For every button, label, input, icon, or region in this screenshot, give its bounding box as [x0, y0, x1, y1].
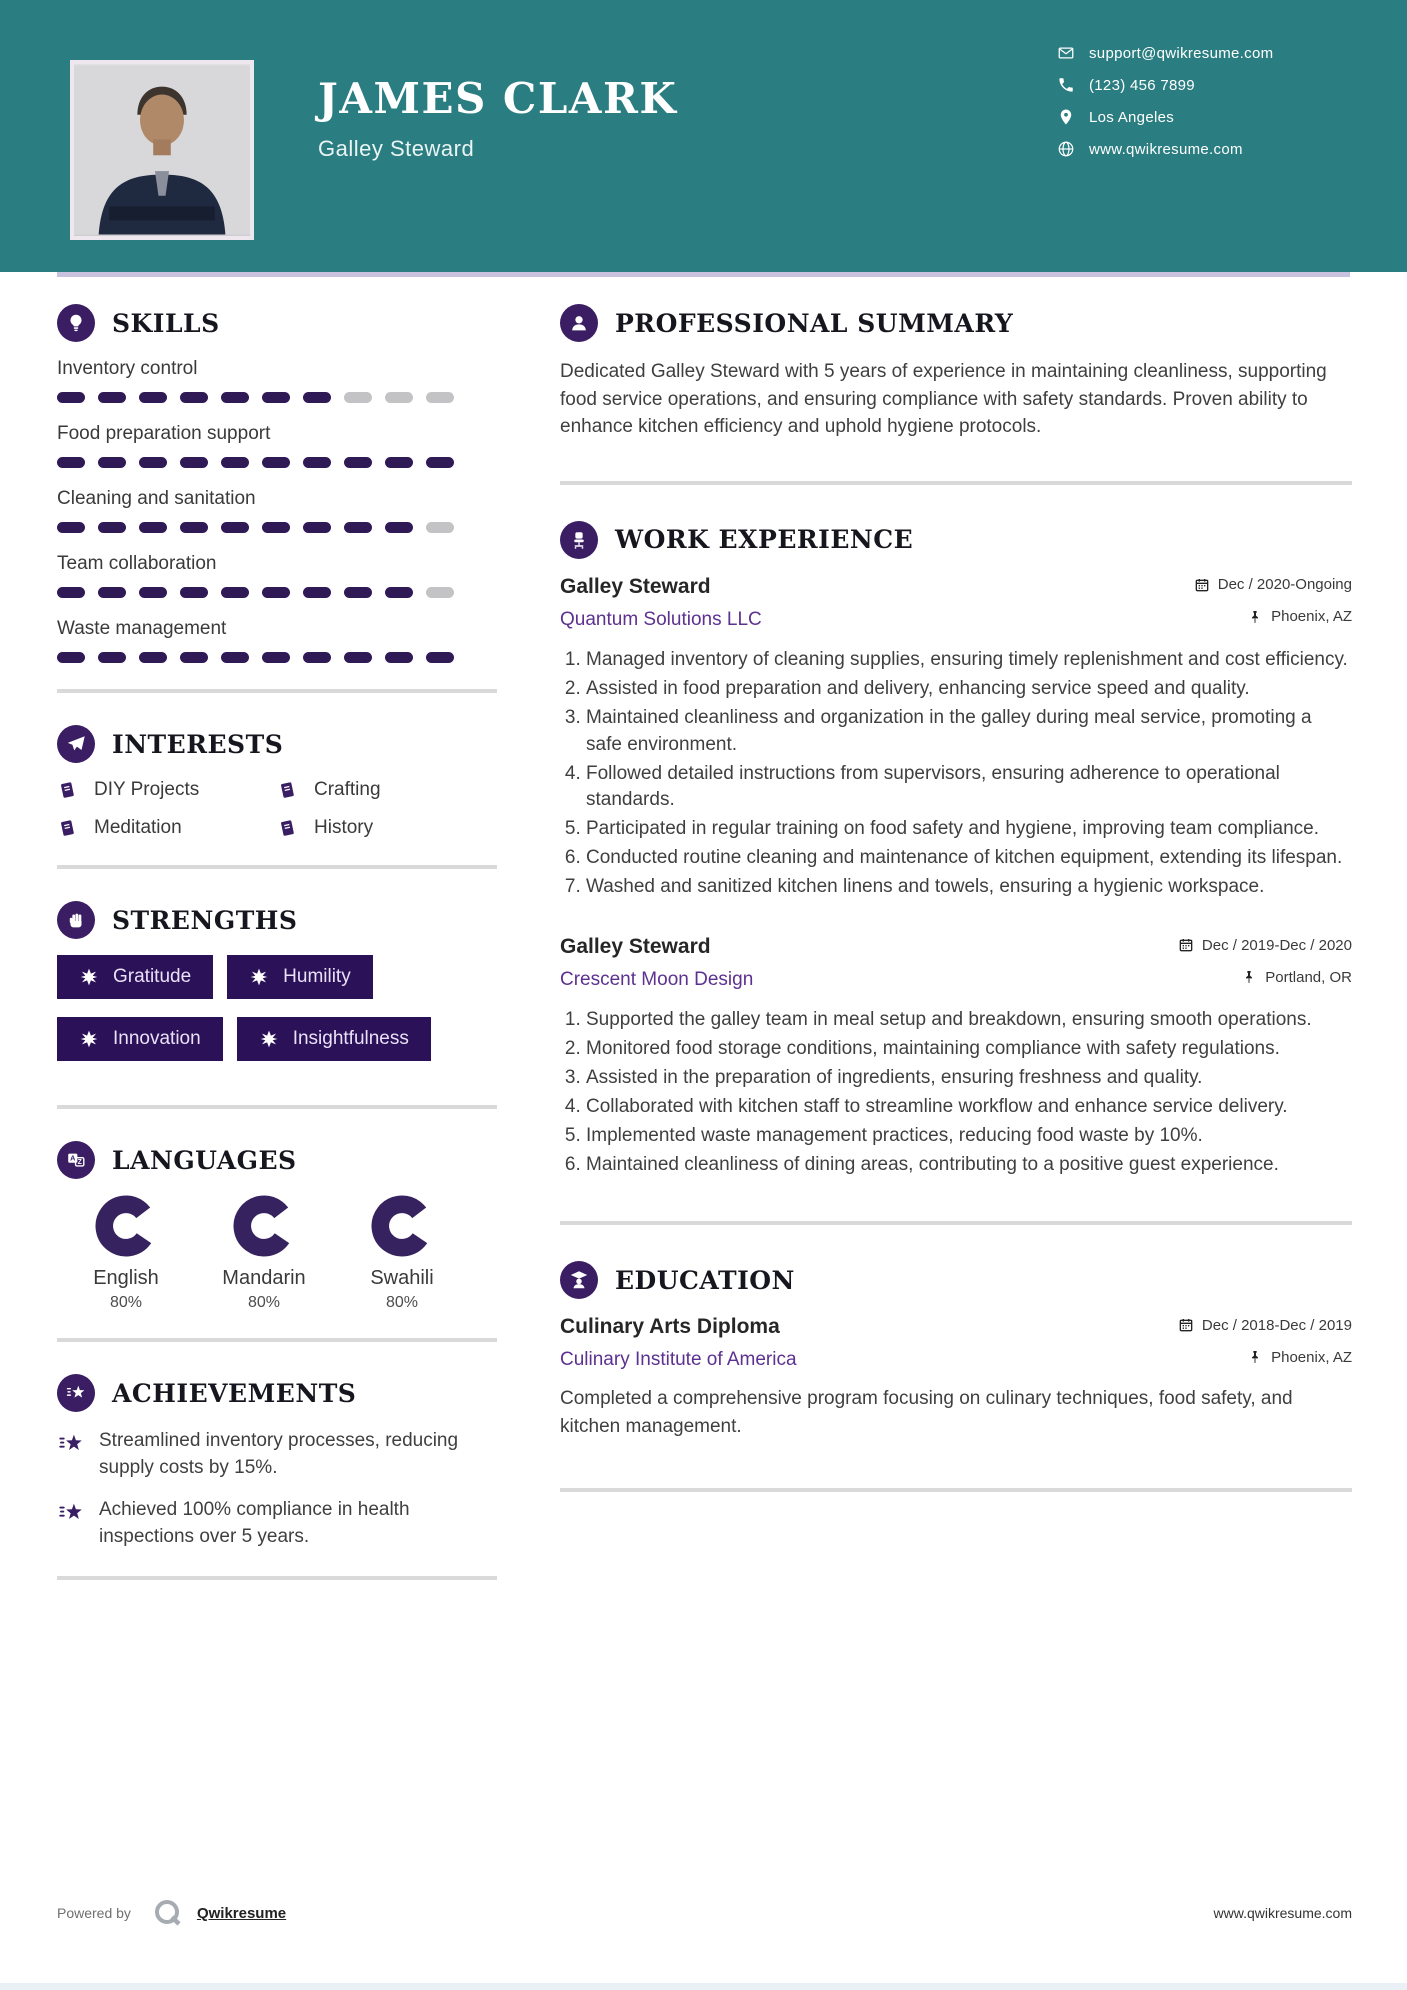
- job-location: [1247, 608, 1352, 625]
- education-description: Completed a comprehensive program focusing on culinary techniques, food safety, and kitchen management.: [560, 1388, 1293, 1437]
- skill-dash: [98, 587, 126, 598]
- skill-dash: [180, 392, 208, 403]
- pushpin-icon: [1247, 609, 1263, 625]
- skills-section-header: [57, 304, 497, 342]
- skill-dash: [221, 457, 249, 468]
- job-bullet: 6. Conducted routine cleaning and maintenance of kitchen equipment, extending its lifespan.: [586, 845, 1352, 872]
- language-name: Swahili: [370, 1267, 434, 1289]
- interest-label: History: [314, 817, 374, 838]
- skill-dash: [57, 652, 85, 663]
- skill-dash: [262, 457, 290, 468]
- profile-photo: [70, 60, 254, 240]
- job-title: Galley Steward: [560, 935, 711, 959]
- fist-icon: [57, 901, 95, 939]
- skill-dash: [385, 522, 413, 533]
- strength-label: Innovation: [113, 1028, 201, 1049]
- contact-phone-text: (123) 456 7899: [1089, 76, 1195, 94]
- skill-dash: [262, 392, 290, 403]
- interest-item: [57, 779, 277, 801]
- strength-label: Insightfulness: [292, 1028, 409, 1049]
- summary-heading: PROFESSIONAL SUMMARY: [615, 308, 1014, 338]
- language-item: [333, 1195, 471, 1312]
- skill-dash: [385, 587, 413, 598]
- language-percent: 80%: [109, 1294, 143, 1311]
- skill-dash: [221, 522, 249, 533]
- job-company: Quantum Solutions LLC: [560, 608, 762, 630]
- skill-dash: [262, 587, 290, 598]
- job-bullet: 1. Managed inventory of cleaning supplies, ensuring timely replenishment and cost efficiency.: [586, 647, 1352, 674]
- candidate-name: JAMES CLARK: [318, 74, 678, 123]
- book-icon: [57, 818, 78, 839]
- job-dates: [1178, 937, 1352, 954]
- skill-dash: [98, 457, 126, 468]
- skill-dash: [98, 522, 126, 533]
- location-icon: [1057, 108, 1075, 126]
- skill-dash: [180, 652, 208, 663]
- language-name: English: [93, 1267, 159, 1289]
- language-donut-chart: [371, 1195, 433, 1257]
- pushpin-icon: [1241, 969, 1257, 985]
- language-percent: 80%: [385, 1294, 419, 1311]
- person-icon: [560, 304, 598, 342]
- skills-heading: SKILLS: [112, 308, 220, 338]
- skill-dash: [98, 392, 126, 403]
- office-chair-icon: [560, 521, 598, 559]
- education-location-text: Phoenix, AZ: [1271, 1348, 1352, 1366]
- lightbulb-icon: [57, 304, 95, 342]
- globe-icon: [1057, 140, 1075, 158]
- strength-badge: [227, 955, 373, 999]
- qwikresume-logo-icon: [153, 1898, 183, 1928]
- section-divider: [560, 1488, 1352, 1492]
- starburst-icon: [249, 967, 269, 987]
- job-bullet: 4. Collaborated with kitchen staff to streamline workflow and enhance service delivery.: [586, 1094, 1352, 1121]
- strengths-section-header: [57, 901, 497, 939]
- section-divider: [560, 481, 1352, 485]
- skill-level-bar: [57, 522, 497, 533]
- achievement-item: [57, 1497, 497, 1550]
- interest-item: [277, 817, 497, 839]
- language-percent: 80%: [247, 1294, 281, 1311]
- education-location: [1247, 1349, 1352, 1366]
- strength-badge: [57, 1017, 223, 1061]
- skill-dash: [57, 587, 85, 598]
- section-divider: [57, 1105, 497, 1109]
- language-donut-chart: [233, 1195, 295, 1257]
- skill-dash: [426, 457, 454, 468]
- contact-website-text: www.qwikresume.com: [1089, 140, 1243, 158]
- experience-heading: WORK EXPERIENCE: [615, 525, 914, 555]
- starburst-icon: [259, 1029, 279, 1049]
- interest-item: [277, 779, 497, 801]
- calendar-icon: [1194, 577, 1210, 593]
- shooting-star-icon: [57, 1374, 95, 1412]
- skill-dash: [139, 652, 167, 663]
- interests-list: [57, 779, 497, 839]
- skill-dash: [221, 652, 249, 663]
- skill-dash: [303, 457, 331, 468]
- skill-level-bar: [57, 587, 497, 598]
- powered-by-block: [57, 1898, 286, 1928]
- skill-level-bar: [57, 392, 497, 403]
- graduate-icon: [560, 1261, 598, 1299]
- book-icon: [57, 780, 78, 801]
- skill-dash: [426, 652, 454, 663]
- skill-dash: [303, 392, 331, 403]
- skill-dash: [139, 522, 167, 533]
- section-divider: [57, 1576, 497, 1580]
- phone-icon: [1057, 76, 1075, 94]
- job-bullet: 6. Maintained cleanliness of dining areas, contributing to a positive guest experience.: [586, 1152, 1352, 1179]
- interest-label: DIY Projects: [94, 779, 200, 800]
- skill-dash: [344, 522, 372, 533]
- skill-dash: [385, 652, 413, 663]
- pushpin-icon: [1247, 1349, 1263, 1365]
- contact-email: [1057, 44, 1273, 62]
- paper-plane-icon: [57, 725, 95, 763]
- starburst-icon: [79, 1029, 99, 1049]
- shooting-star-icon: [57, 1430, 85, 1458]
- left-column: [57, 272, 497, 1580]
- section-divider: [560, 1221, 1352, 1225]
- job-bullet: 2. Monitored food storage conditions, maintaining compliance with safety regulations.: [586, 1036, 1352, 1063]
- achievement-text: Streamlined inventory processes, reducing supply costs by 15%.: [99, 1430, 459, 1478]
- section-divider: [57, 689, 497, 693]
- languages-section-header: [57, 1141, 497, 1179]
- strength-badge: [237, 1017, 431, 1061]
- strength-label: Gratitude: [113, 966, 192, 987]
- job-bullet: 5. Implemented waste management practices, reducing food waste by 10%.: [586, 1123, 1352, 1150]
- skill-dash: [344, 587, 372, 598]
- strength-badge: [57, 955, 213, 999]
- achievement-item: [57, 1428, 497, 1481]
- skill-dash: [303, 652, 331, 663]
- email-icon: [1057, 44, 1075, 62]
- interest-label: Meditation: [94, 817, 182, 838]
- job-bullet: 3. Assisted in the preparation of ingredients, ensuring freshness and quality.: [586, 1065, 1352, 1092]
- skill-dash: [139, 587, 167, 598]
- section-divider: [57, 865, 497, 869]
- skill-dash: [344, 457, 372, 468]
- strengths-heading: STRENGTHS: [112, 905, 298, 935]
- job-bullet: 2. Assisted in food preparation and delivery, enhancing service speed and quality.: [586, 676, 1352, 703]
- skill-dash: [57, 457, 85, 468]
- job-dates-text: Dec / 2019-Dec / 2020: [1201, 936, 1352, 954]
- contact-email-text: support@qwikresume.com: [1089, 44, 1274, 62]
- contact-location: [1057, 108, 1273, 126]
- calendar-icon: [1178, 1317, 1194, 1333]
- candidate-title: Galley Steward: [318, 136, 475, 162]
- book-icon: [277, 780, 298, 801]
- achievements-list: [57, 1428, 497, 1550]
- contact-location-text: Los Angeles: [1089, 108, 1175, 126]
- skill-dash: [139, 457, 167, 468]
- achievements-heading: ACHIEVEMENTS: [112, 1378, 357, 1408]
- job-entry: [560, 575, 1352, 902]
- job-location-text: Portland, OR: [1265, 968, 1352, 986]
- skill-dash: [385, 392, 413, 403]
- languages-heading: LANGUAGES: [112, 1145, 297, 1175]
- contact-website: [1057, 140, 1273, 158]
- job-bullet-list: [560, 647, 1352, 902]
- skill-dash: [180, 587, 208, 598]
- skill-level-bar: [57, 457, 497, 468]
- skill-dash: [57, 522, 85, 533]
- starburst-icon: [79, 967, 99, 987]
- skill-dash: [221, 392, 249, 403]
- skill-dash: [303, 522, 331, 533]
- shooting-star-icon: [57, 1499, 85, 1527]
- education-entry: [560, 1315, 1352, 1440]
- skill-dash: [221, 587, 249, 598]
- skill-dash: [57, 392, 85, 403]
- skill-label: Food preparation support: [57, 423, 271, 444]
- interest-item: [57, 817, 277, 839]
- svg-text:Z: Z: [77, 1159, 82, 1167]
- language-item: [195, 1195, 333, 1312]
- skill-dash: [303, 587, 331, 598]
- calendar-icon: [1178, 937, 1194, 953]
- skill-label: Cleaning and sanitation: [57, 488, 256, 509]
- book-icon: [277, 818, 298, 839]
- job-bullet: 5. Participated in regular training on food safety and hygiene, improving team compliance.: [586, 816, 1352, 843]
- page-bottom-strip: [0, 1983, 1407, 1990]
- job-bullet: 4. Followed detailed instructions from supervisors, ensuring adherence to operational standards.: [586, 761, 1352, 815]
- skill-dash: [385, 457, 413, 468]
- language-item: [57, 1195, 195, 1312]
- interests-section-header: [57, 725, 497, 763]
- job-location-text: Phoenix, AZ: [1271, 608, 1352, 626]
- strengths-list: [57, 955, 497, 1079]
- header-divider: [57, 272, 1350, 277]
- interests-heading: INTERESTS: [112, 729, 284, 759]
- header-band: [0, 0, 1407, 272]
- skill-label: Waste management: [57, 618, 227, 639]
- languages-list: [57, 1195, 497, 1312]
- interest-label: Crafting: [314, 779, 381, 800]
- footer-website: www.qwikresume.com: [1213, 1905, 1352, 1921]
- skill-dash: [262, 522, 290, 533]
- job-bullet-list: [560, 1007, 1352, 1179]
- skill-dash: [426, 392, 454, 403]
- job-title: Galley Steward: [560, 574, 711, 598]
- skill-dash: [262, 652, 290, 663]
- achievements-section-header: [57, 1374, 497, 1412]
- language-name: Mandarin: [222, 1267, 306, 1289]
- skills-list: [57, 358, 497, 663]
- skill-dash: [139, 392, 167, 403]
- achievement-text: Achieved 100% compliance in health inspections over 5 years.: [99, 1499, 410, 1547]
- svg-text:A: A: [70, 1153, 76, 1163]
- skill-label: Team collaboration: [57, 553, 217, 574]
- contact-list: [1057, 44, 1273, 172]
- skill-dash: [426, 587, 454, 598]
- footer: [57, 1898, 1352, 1928]
- job-location: [1241, 969, 1352, 986]
- language-donut-chart: [95, 1195, 157, 1257]
- skill-dash: [426, 522, 454, 533]
- skill-level-bar: [57, 652, 497, 663]
- skill-label: Inventory control: [57, 358, 198, 379]
- skill-dash: [180, 457, 208, 468]
- job-dates-text: Dec / 2020-Ongoing: [1217, 576, 1352, 594]
- person-photo-placeholder: [74, 64, 250, 236]
- section-divider: [57, 1338, 497, 1342]
- education-section-header: [560, 1261, 1352, 1299]
- education-school: Culinary Institute of America: [560, 1349, 797, 1371]
- job-bullet: 1. Supported the galley team in meal setup and breakdown, ensuring smooth operations.: [586, 1007, 1352, 1034]
- contact-phone: [1057, 76, 1273, 94]
- skill-dash: [98, 652, 126, 663]
- job-entry: [560, 935, 1352, 1179]
- summary-text: Dedicated Galley Steward with 5 years of experience in maintaining cleanliness, supporting food service operations, and ensuring compliance with safety standards. Proven ability to enhance kitchen efficiency and uphold hygiene protocols.: [560, 361, 1327, 438]
- education-heading: EDUCATION: [615, 1265, 795, 1295]
- skill-dash: [180, 522, 208, 533]
- job-dates: [1194, 576, 1352, 593]
- strength-label: Humility: [283, 966, 351, 987]
- powered-by-label: Powered by: [57, 1905, 131, 1921]
- education-dates-text: Dec / 2018-Dec / 2019: [1201, 1316, 1352, 1334]
- education-dates: [1178, 1317, 1352, 1334]
- experience-section-header: [560, 521, 1352, 559]
- job-company: Crescent Moon Design: [560, 969, 754, 991]
- job-bullet: 7. Washed and sanitized kitchen linens and towels, ensuring a hygienic workspace.: [586, 874, 1352, 901]
- skill-dash: [344, 392, 372, 403]
- education-degree: Culinary Arts Diploma: [560, 1315, 780, 1339]
- job-bullet: 3. Maintained cleanliness and organization in the galley during meal service, promoting a safe environment.: [586, 705, 1352, 759]
- right-column: [560, 272, 1352, 1580]
- summary-section-header: [560, 304, 1352, 342]
- qwikresume-link[interactable]: Qwikresume: [196, 1904, 287, 1922]
- translate-icon: [57, 1141, 95, 1179]
- skill-dash: [344, 652, 372, 663]
